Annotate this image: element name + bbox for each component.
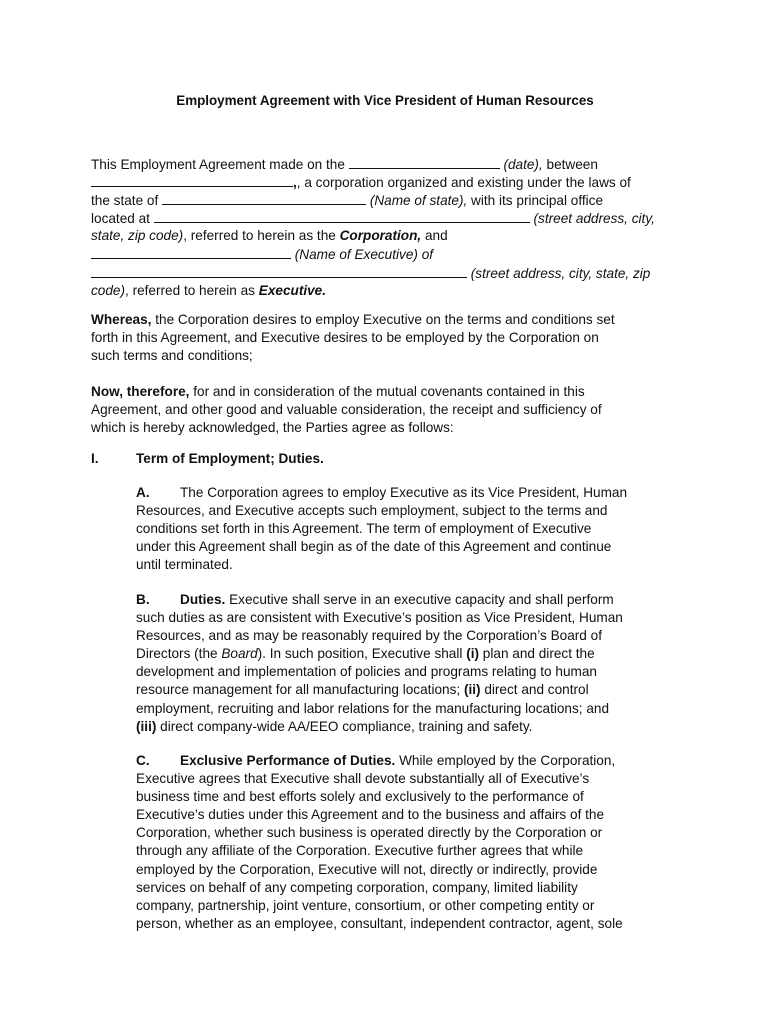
date-hint: (date), (503, 157, 543, 172)
item-marker: (ii) (463, 682, 481, 698)
whereas-label: Whereas, (91, 312, 152, 327)
paragraph-text: conditions set forth in this Agreement. The term of employment of Executive (136, 521, 592, 537)
paragraph-text: Resources, and as may be reasonably required by the Corporation’s Board of (136, 628, 602, 644)
paragraph-text: employment, recruiting and labor relations for the manufacturing locations; and (136, 700, 610, 716)
state-hint: (Name of state), (369, 193, 468, 209)
intro-line-2: ,, a corporation organized and existing under the laws of (91, 173, 691, 191)
paragraph-c-label: C. (136, 753, 150, 768)
corporation-name-blank[interactable] (91, 173, 293, 187)
paragraph-text: company, partnership, joint venture, consortium, or other competing entity or (136, 897, 595, 913)
paragraph-text: Directors (the (136, 646, 222, 662)
address-hint: state, zip code) (91, 228, 184, 244)
intro-text: the state of (91, 193, 163, 209)
paragraph-text: resource management for all manufacturing locations; (136, 682, 464, 698)
whereas-paragraph (91, 311, 691, 365)
paragraph-text: direct company-wide AA/EEO compliance, training and safety. (156, 718, 533, 734)
intro-text: , a corporation organized and existing under the laws of (296, 175, 631, 191)
paragraph-text: such duties as are consistent with Executive’s position as Vice President, Human (136, 610, 623, 626)
section-heading: Term of Employment; Duties. (136, 451, 324, 466)
section-number: I. (91, 451, 99, 466)
address-hint: (street address, city, state, zip (470, 265, 651, 281)
address-hint: code) (91, 282, 126, 298)
board-defined-term: Board (221, 646, 258, 662)
state-blank[interactable] (162, 191, 366, 205)
now-therefore-text: which is hereby acknowledged, the Parties agree as follows: (91, 420, 454, 436)
intro-text: , referred to herein as (125, 282, 259, 298)
now-therefore-text: for and in consideration of the mutual covenants contained in this (189, 384, 585, 399)
document-title: Employment Agreement with Vice President of Human Resources (176, 93, 594, 108)
paragraph-a-label: A. (136, 485, 150, 500)
paragraph-text: Executive agrees that Executive shall devote substantially all of Executive’s (136, 771, 590, 787)
paragraph-text: Resources, and Executive accepts such employment, subject to the terms and (136, 503, 608, 519)
paragraph-a (136, 484, 696, 574)
executive-defined-term: Executive. (258, 282, 327, 298)
intro-line-1 (91, 155, 691, 173)
intro-line-7 (91, 264, 691, 282)
intro-line-4 (91, 209, 691, 227)
intro-text: located at (91, 211, 154, 227)
paragraph-b-heading: Duties. (180, 592, 226, 607)
intro-line-8 (91, 282, 691, 300)
corporation-defined-term: Corporation, (339, 228, 422, 244)
paragraph-text: through any affiliate of the Corporation. Executive further agrees that while (136, 843, 584, 859)
intro-line-3 (91, 191, 691, 209)
item-marker: (iii) (136, 718, 157, 734)
intro-text: and (421, 228, 448, 244)
intro-text: , referred to herein as the (183, 228, 340, 244)
paragraph-b-label: B. (136, 592, 150, 607)
executive-name-blank[interactable] (91, 245, 291, 259)
intro-line-5 (91, 227, 691, 245)
intro-paragraph (91, 155, 691, 300)
paragraph-text: business time and best efforts solely and exclusively to the performance of (136, 789, 584, 805)
paragraph-text: under this Agreement shall begin as of the date of this Agreement and continue (136, 539, 612, 555)
whereas-text: such terms and conditions; (91, 348, 253, 364)
executive-name-hint: (Name of Executive) of (294, 247, 434, 263)
paragraph-text: Executive shall serve in an executive capacity and shall perform (225, 592, 614, 607)
executive-address-blank[interactable] (91, 264, 467, 278)
address-hint: (street address, city, (533, 211, 655, 227)
intro-text: between (542, 157, 598, 172)
date-blank[interactable] (349, 155, 500, 169)
now-therefore-text: Agreement, and other good and valuable consideration, the receipt and sufficiency of (91, 402, 602, 418)
now-therefore-paragraph (91, 383, 691, 437)
intro-text: with its principal office (467, 193, 604, 209)
paragraph-text: While employed by the Corporation, (395, 753, 616, 768)
paragraph-text: plan and direct the (479, 646, 595, 662)
paragraph-text: until terminated. (136, 557, 233, 573)
paragraph-text: services on behalf of any competing corporation, company, limited liability (136, 879, 578, 895)
paragraph-b (136, 591, 696, 736)
paragraph-text: ). In such position, Executive shall (257, 646, 467, 662)
paragraph-text: employed by the Corporation, Executive will not, directly or indirectly, provide (136, 861, 598, 877)
intro-text: This Employment Agreement made on the (91, 157, 349, 172)
corporation-address-blank[interactable] (154, 209, 530, 223)
now-therefore-label: Now, therefore, (91, 384, 190, 399)
paragraph-text: Executive’s duties under this Agreement and to the business and affairs of the (136, 807, 605, 823)
whereas-text: the Corporation desires to employ Executive on the terms and conditions set (151, 312, 615, 327)
whereas-text: forth in this Agreement, and Executive desires to be employed by the Corporation on (91, 330, 599, 346)
paragraph-text: The Corporation agrees to employ Executive as its Vice President, Human (180, 485, 628, 500)
intro-line-6 (91, 245, 691, 263)
paragraph-c (136, 752, 696, 933)
paragraph-text: Corporation, whether such business is operated directly by the Corporation or (136, 825, 603, 841)
item-marker: (i) (466, 646, 480, 662)
paragraph-text: development and implementation of policies and programs relating to human (136, 664, 597, 680)
paragraph-c-heading: Exclusive Performance of Duties. (180, 753, 396, 768)
paragraph-text: direct and control (480, 682, 589, 698)
paragraph-text: person, whether as an employee, consultant, independent contractor, agent, sole (136, 915, 623, 931)
